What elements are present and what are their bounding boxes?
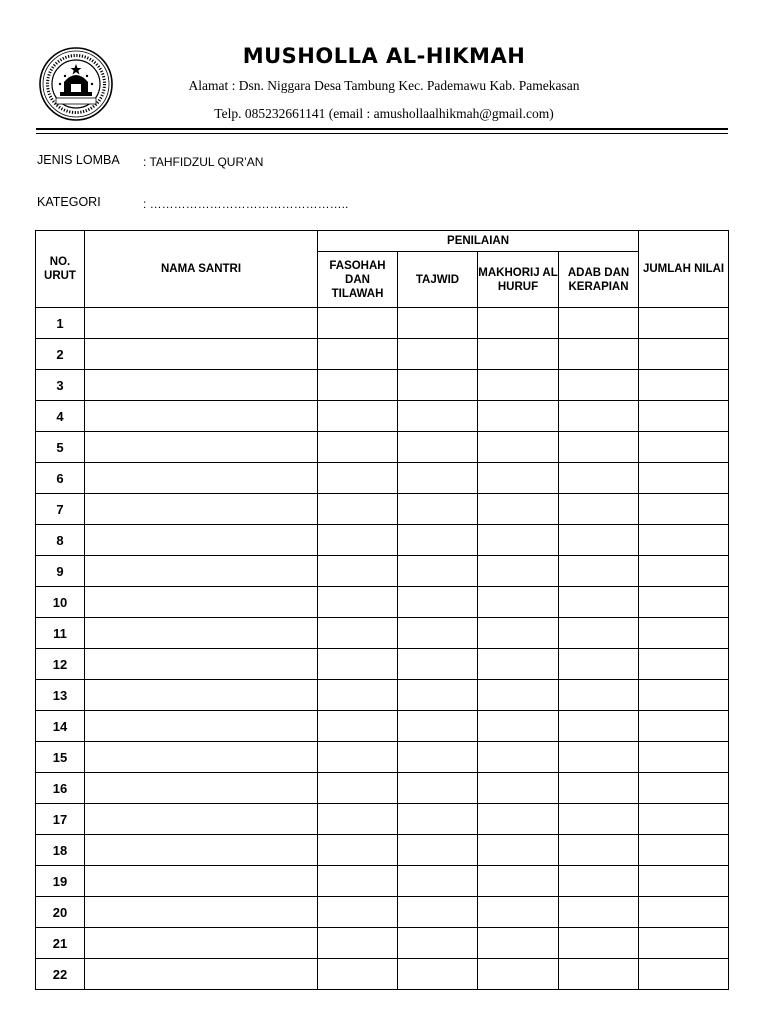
row-number: 3 bbox=[36, 370, 85, 401]
jumlah-cell[interactable] bbox=[639, 556, 729, 587]
fasohah-cell[interactable] bbox=[318, 494, 398, 525]
makhorij-cell[interactable] bbox=[478, 339, 559, 370]
fasohah-cell[interactable] bbox=[318, 742, 398, 773]
table-row bbox=[36, 649, 729, 680]
fasohah-cell[interactable] bbox=[318, 835, 398, 866]
jumlah-cell[interactable] bbox=[639, 866, 729, 897]
table-row bbox=[36, 556, 729, 587]
fasohah-cell[interactable] bbox=[318, 711, 398, 742]
nama-santri-cell[interactable] bbox=[85, 711, 318, 742]
makhorij-cell[interactable] bbox=[478, 711, 559, 742]
makhorij-cell[interactable] bbox=[478, 587, 559, 618]
header-makhorij: MAKHORIJ AL HURUF bbox=[478, 252, 559, 308]
tajwid-cell[interactable] bbox=[398, 401, 478, 432]
adab-cell[interactable] bbox=[559, 308, 639, 339]
makhorij-cell[interactable] bbox=[478, 928, 559, 959]
adab-cell[interactable] bbox=[559, 711, 639, 742]
jumlah-cell[interactable] bbox=[639, 742, 729, 773]
fasohah-cell[interactable] bbox=[318, 928, 398, 959]
jumlah-cell[interactable] bbox=[639, 928, 729, 959]
tajwid-cell[interactable] bbox=[398, 463, 478, 494]
adab-cell[interactable] bbox=[559, 525, 639, 556]
nama-santri-cell[interactable] bbox=[85, 432, 318, 463]
fasohah-cell[interactable] bbox=[318, 401, 398, 432]
jumlah-cell[interactable] bbox=[639, 525, 729, 556]
table-row bbox=[36, 959, 729, 990]
makhorij-cell[interactable] bbox=[478, 897, 559, 928]
nama-santri-cell[interactable] bbox=[85, 308, 318, 339]
header-no-urut: NO. URUT bbox=[36, 231, 85, 308]
tajwid-cell[interactable] bbox=[398, 742, 478, 773]
table-row bbox=[36, 711, 729, 742]
row-number: 12 bbox=[36, 649, 85, 680]
table-row bbox=[36, 525, 729, 556]
tajwid-cell[interactable] bbox=[398, 525, 478, 556]
header-adab: ADAB DAN KERAPIAN bbox=[559, 252, 639, 308]
jumlah-cell[interactable] bbox=[639, 339, 729, 370]
score-table bbox=[35, 230, 729, 990]
tajwid-cell[interactable] bbox=[398, 556, 478, 587]
fasohah-cell[interactable] bbox=[318, 649, 398, 680]
adab-cell[interactable] bbox=[559, 928, 639, 959]
table-row bbox=[36, 866, 729, 897]
row-number: 1 bbox=[36, 308, 85, 339]
table-row bbox=[36, 680, 729, 711]
row-number: 7 bbox=[36, 494, 85, 525]
jumlah-cell[interactable] bbox=[639, 897, 729, 928]
table-row bbox=[36, 742, 729, 773]
header-nama-santri: NAMA SANTRI bbox=[85, 231, 318, 308]
adab-cell[interactable] bbox=[559, 432, 639, 463]
jumlah-cell[interactable] bbox=[639, 494, 729, 525]
tajwid-cell[interactable] bbox=[398, 587, 478, 618]
nama-santri-cell[interactable] bbox=[85, 587, 318, 618]
fasohah-cell[interactable] bbox=[318, 463, 398, 494]
jumlah-cell[interactable] bbox=[639, 308, 729, 339]
nama-santri-cell[interactable] bbox=[85, 835, 318, 866]
adab-cell[interactable] bbox=[559, 680, 639, 711]
tajwid-cell[interactable] bbox=[398, 494, 478, 525]
table-row bbox=[36, 773, 729, 804]
fasohah-cell[interactable] bbox=[318, 804, 398, 835]
makhorij-cell[interactable] bbox=[478, 525, 559, 556]
jumlah-cell[interactable] bbox=[639, 680, 729, 711]
makhorij-cell[interactable] bbox=[478, 463, 559, 494]
organization-title: MUSHOLLA AL-HIKMAH bbox=[242, 44, 526, 68]
header-tajwid: TAJWID bbox=[398, 252, 478, 308]
tajwid-cell[interactable] bbox=[398, 897, 478, 928]
row-number: 20 bbox=[36, 897, 85, 928]
table-row bbox=[36, 339, 729, 370]
adab-cell[interactable] bbox=[559, 463, 639, 494]
tajwid-cell[interactable] bbox=[398, 618, 478, 649]
kategori-label: KATEGORI bbox=[37, 195, 101, 209]
row-number: 17 bbox=[36, 804, 85, 835]
address-line: Alamat : Dsn. Niggara Desa Tambung Kec. Pademawu Kab. Pamekasan bbox=[188, 78, 580, 93]
makhorij-cell[interactable] bbox=[478, 835, 559, 866]
tajwid-cell[interactable] bbox=[398, 773, 478, 804]
fasohah-cell[interactable] bbox=[318, 866, 398, 897]
row-number: 14 bbox=[36, 711, 85, 742]
table-row bbox=[36, 494, 729, 525]
fasohah-cell[interactable] bbox=[318, 556, 398, 587]
row-number: 18 bbox=[36, 835, 85, 866]
row-number: 10 bbox=[36, 587, 85, 618]
makhorij-cell[interactable] bbox=[478, 556, 559, 587]
makhorij-cell[interactable] bbox=[478, 680, 559, 711]
row-number: 9 bbox=[36, 556, 85, 587]
row-number: 15 bbox=[36, 742, 85, 773]
kategori-value: : ………………………………………….. bbox=[143, 197, 349, 211]
fasohah-cell[interactable] bbox=[318, 432, 398, 463]
makhorij-cell[interactable] bbox=[478, 804, 559, 835]
adab-cell[interactable] bbox=[559, 339, 639, 370]
fasohah-cell[interactable] bbox=[318, 773, 398, 804]
fasohah-cell[interactable] bbox=[318, 587, 398, 618]
jumlah-cell[interactable] bbox=[639, 959, 729, 990]
makhorij-cell[interactable] bbox=[478, 773, 559, 804]
makhorij-cell[interactable] bbox=[478, 308, 559, 339]
nama-santri-cell[interactable] bbox=[85, 339, 318, 370]
fasohah-cell[interactable] bbox=[318, 370, 398, 401]
adab-cell[interactable] bbox=[559, 804, 639, 835]
fasohah-cell[interactable] bbox=[318, 308, 398, 339]
jumlah-cell[interactable] bbox=[639, 804, 729, 835]
jumlah-cell[interactable] bbox=[639, 835, 729, 866]
nama-santri-cell[interactable] bbox=[85, 525, 318, 556]
nama-santri-cell[interactable] bbox=[85, 773, 318, 804]
fasohah-cell[interactable] bbox=[318, 680, 398, 711]
nama-santri-cell[interactable] bbox=[85, 897, 318, 928]
adab-cell[interactable] bbox=[559, 618, 639, 649]
nama-santri-cell[interactable] bbox=[85, 928, 318, 959]
jenis-lomba-value: : TAHFIDZUL QUR’AN bbox=[143, 155, 264, 169]
table-row bbox=[36, 804, 729, 835]
row-number: 5 bbox=[36, 432, 85, 463]
row-number: 2 bbox=[36, 339, 85, 370]
adab-cell[interactable] bbox=[559, 742, 639, 773]
row-number: 21 bbox=[36, 928, 85, 959]
row-number: 19 bbox=[36, 866, 85, 897]
tajwid-cell[interactable] bbox=[398, 804, 478, 835]
row-number: 13 bbox=[36, 680, 85, 711]
nama-santri-cell[interactable] bbox=[85, 680, 318, 711]
header-jumlah-nilai: JUMLAH NILAI bbox=[639, 231, 729, 308]
jumlah-cell[interactable] bbox=[639, 773, 729, 804]
fasohah-cell[interactable] bbox=[318, 339, 398, 370]
phone-email-line: Telp. 085232661141 (email : amushollaalhikmah@gmail.com) bbox=[214, 106, 554, 121]
tajwid-cell[interactable] bbox=[398, 711, 478, 742]
row-number: 11 bbox=[36, 618, 85, 649]
row-number: 22 bbox=[36, 959, 85, 990]
table-row bbox=[36, 618, 729, 649]
adab-cell[interactable] bbox=[559, 866, 639, 897]
nama-santri-cell[interactable] bbox=[85, 618, 318, 649]
nama-santri-cell[interactable] bbox=[85, 370, 318, 401]
tajwid-cell[interactable] bbox=[398, 308, 478, 339]
adab-cell[interactable] bbox=[559, 556, 639, 587]
makhorij-cell[interactable] bbox=[478, 401, 559, 432]
nama-santri-cell[interactable] bbox=[85, 742, 318, 773]
tajwid-cell[interactable] bbox=[398, 339, 478, 370]
adab-cell[interactable] bbox=[559, 835, 639, 866]
tajwid-cell[interactable] bbox=[398, 680, 478, 711]
nama-santri-cell[interactable] bbox=[85, 494, 318, 525]
nama-santri-cell[interactable] bbox=[85, 959, 318, 990]
tajwid-cell[interactable] bbox=[398, 432, 478, 463]
table-row bbox=[36, 463, 729, 494]
jumlah-cell[interactable] bbox=[639, 401, 729, 432]
tajwid-cell[interactable] bbox=[398, 928, 478, 959]
header-rule-thick bbox=[36, 128, 728, 130]
makhorij-cell[interactable] bbox=[478, 494, 559, 525]
nama-santri-cell[interactable] bbox=[85, 866, 318, 897]
table-row bbox=[36, 432, 729, 463]
fasohah-cell[interactable] bbox=[318, 897, 398, 928]
header-penilaian: PENILAIAN bbox=[318, 231, 639, 252]
adab-cell[interactable] bbox=[559, 370, 639, 401]
table-row bbox=[36, 897, 729, 928]
row-number: 16 bbox=[36, 773, 85, 804]
jumlah-cell[interactable] bbox=[639, 463, 729, 494]
makhorij-cell[interactable] bbox=[478, 742, 559, 773]
fasohah-cell[interactable] bbox=[318, 618, 398, 649]
tajwid-cell[interactable] bbox=[398, 370, 478, 401]
adab-cell[interactable] bbox=[559, 649, 639, 680]
jumlah-cell[interactable] bbox=[639, 649, 729, 680]
table-row bbox=[36, 587, 729, 618]
tajwid-cell[interactable] bbox=[398, 959, 478, 990]
makhorij-cell[interactable] bbox=[478, 866, 559, 897]
makhorij-cell[interactable] bbox=[478, 959, 559, 990]
makhorij-cell[interactable] bbox=[478, 618, 559, 649]
fasohah-cell[interactable] bbox=[318, 525, 398, 556]
jumlah-cell[interactable] bbox=[639, 587, 729, 618]
jumlah-cell[interactable] bbox=[639, 711, 729, 742]
table-row bbox=[36, 370, 729, 401]
row-number: 8 bbox=[36, 525, 85, 556]
jenis-lomba-label: JENIS LOMBA bbox=[37, 153, 120, 167]
adab-cell[interactable] bbox=[559, 773, 639, 804]
nama-santri-cell[interactable] bbox=[85, 556, 318, 587]
tajwid-cell[interactable] bbox=[398, 866, 478, 897]
adab-cell[interactable] bbox=[559, 401, 639, 432]
jumlah-cell[interactable] bbox=[639, 618, 729, 649]
jumlah-cell[interactable] bbox=[639, 370, 729, 401]
nama-santri-cell[interactable] bbox=[85, 649, 318, 680]
nama-santri-cell[interactable] bbox=[85, 401, 318, 432]
jumlah-cell[interactable] bbox=[639, 432, 729, 463]
table-row bbox=[36, 928, 729, 959]
makhorij-cell[interactable] bbox=[478, 649, 559, 680]
tajwid-cell[interactable] bbox=[398, 649, 478, 680]
table-row bbox=[36, 401, 729, 432]
adab-cell[interactable] bbox=[559, 587, 639, 618]
adab-cell[interactable] bbox=[559, 959, 639, 990]
table-row bbox=[36, 835, 729, 866]
score-rows bbox=[36, 308, 729, 990]
row-number: 4 bbox=[36, 401, 85, 432]
row-number: 6 bbox=[36, 463, 85, 494]
tajwid-cell[interactable] bbox=[398, 835, 478, 866]
makhorij-cell[interactable] bbox=[478, 370, 559, 401]
adab-cell[interactable] bbox=[559, 897, 639, 928]
nama-santri-cell[interactable] bbox=[85, 463, 318, 494]
makhorij-cell[interactable] bbox=[478, 432, 559, 463]
adab-cell[interactable] bbox=[559, 494, 639, 525]
nama-santri-cell[interactable] bbox=[85, 804, 318, 835]
header-rule-thin bbox=[36, 133, 728, 134]
header-fasohah: FASOHAH DAN TILAWAH bbox=[318, 252, 398, 308]
table-row bbox=[36, 308, 729, 339]
fasohah-cell[interactable] bbox=[318, 959, 398, 990]
